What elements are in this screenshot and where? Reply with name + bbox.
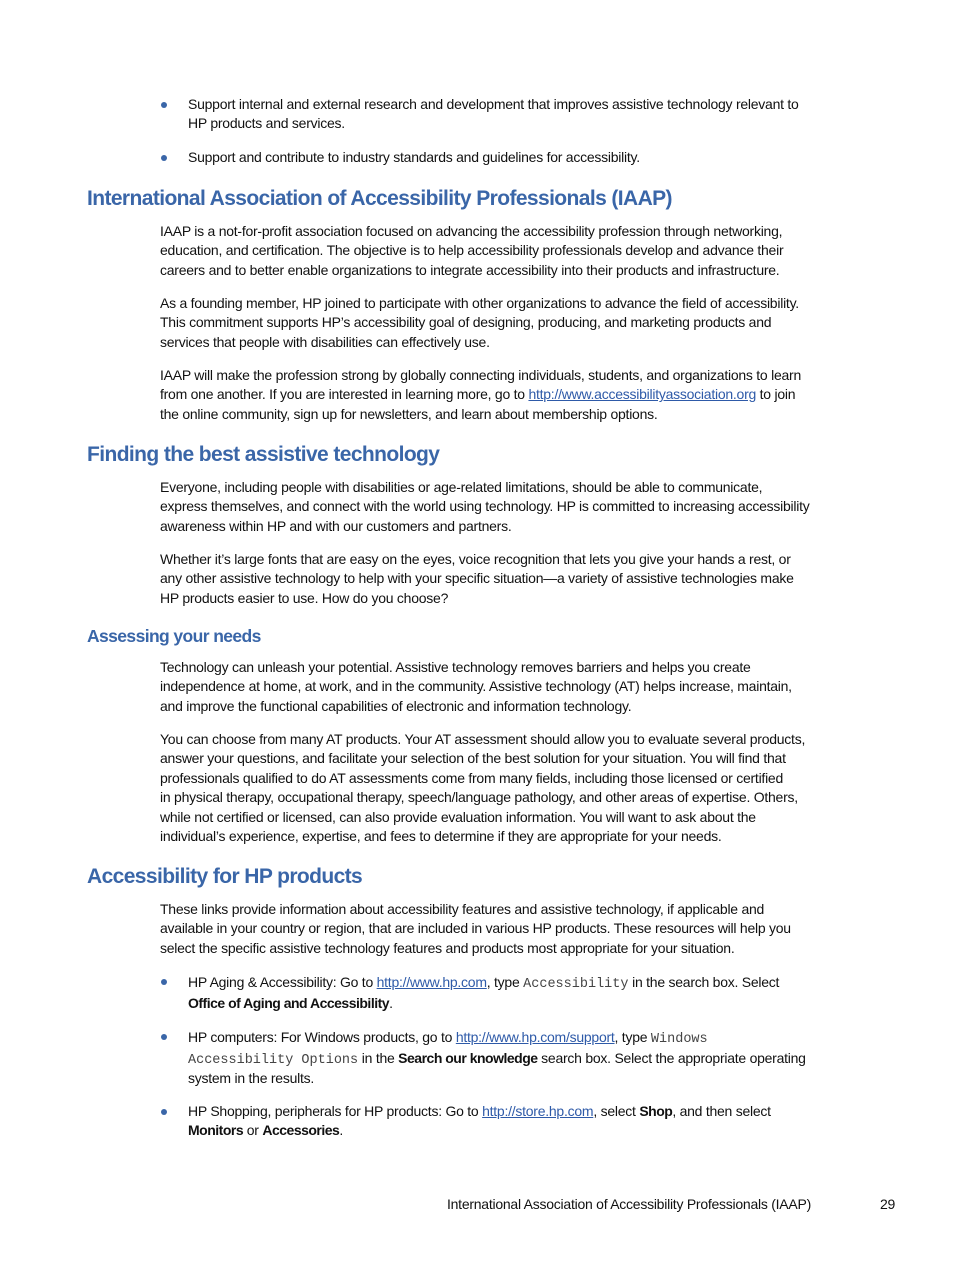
text: or xyxy=(243,1122,263,1139)
text: Technology can unleash your potential. Assistive technology removes barriers and helps you create xyxy=(160,659,751,675)
text: HP computers: For Windows products, go to xyxy=(188,1029,456,1045)
text: to join xyxy=(756,386,796,403)
text-line xyxy=(188,1068,806,1089)
text-line xyxy=(160,919,791,938)
text-line xyxy=(160,550,794,569)
hyperlink[interactable]: http://www.hp.com xyxy=(376,974,487,990)
section-heading: International Association of Accessibility Professionals (IAAP) xyxy=(87,187,672,210)
bold-text: Monitors xyxy=(188,1122,244,1139)
text-line xyxy=(188,114,799,133)
text: express themselves, and connect with the world using technology. HP is committed to increasing accessibility xyxy=(160,498,810,515)
text-line xyxy=(160,677,792,696)
text-line xyxy=(160,939,791,958)
text: available in your country or region, that are included in various HP products. These resources will help you xyxy=(160,920,791,937)
hyperlink[interactable]: http://www.accessibilityassociation.org xyxy=(528,386,757,403)
text-line xyxy=(160,827,805,846)
text: Support internal and external research and development that improves assistive technology relevant to xyxy=(188,96,799,112)
paragraph xyxy=(160,730,805,846)
bullet-item xyxy=(188,972,779,1014)
text-line xyxy=(188,1027,806,1048)
text-line xyxy=(160,569,794,588)
text-line xyxy=(188,1048,806,1069)
text-line xyxy=(160,241,783,260)
text: any other assistive technology to help with your specific situation—a variety of assistive technologies make xyxy=(160,570,794,587)
text-line xyxy=(160,900,791,919)
text-line xyxy=(160,697,792,716)
text-line xyxy=(160,589,794,608)
section-heading: Finding the best assistive technology xyxy=(87,443,440,466)
text-line xyxy=(160,788,805,807)
text: answer your questions, and facilitate your selection of the best solution for your situation. You will find that xyxy=(160,750,786,767)
text-line xyxy=(188,972,779,993)
text: IAAP is a not-for-profit association focused on advancing the accessibility profession through networking, xyxy=(160,223,783,239)
text-line xyxy=(160,333,799,352)
text: . xyxy=(339,1122,343,1139)
text-line xyxy=(160,222,783,241)
text-line xyxy=(160,517,809,536)
text: services that people with disabilities can effectively use. xyxy=(160,333,490,350)
text-line xyxy=(160,313,799,332)
text: You can choose from many AT products. Your AT assessment should allow you to evaluate several products, xyxy=(160,731,806,747)
paragraph xyxy=(160,550,794,608)
bullet-icon xyxy=(161,155,167,161)
text: HP Aging & Accessibility: Go to xyxy=(188,974,377,990)
code-text: Windows xyxy=(650,1032,708,1047)
text: in the xyxy=(358,1049,399,1066)
bold-text: Search our knowledge xyxy=(398,1049,538,1066)
section-heading: Accessibility for HP products xyxy=(87,865,363,888)
bullet-icon xyxy=(161,1034,167,1040)
footer-section-title: International Association of Accessibility Professionals (IAAP) xyxy=(447,1196,811,1212)
text-line xyxy=(160,366,801,385)
bullet-item xyxy=(188,148,640,167)
text: Whether it’s large fonts that are easy on the eyes, voice recognition that lets you give your hands a rest, or xyxy=(160,551,791,567)
bullet-item xyxy=(188,1102,771,1141)
paragraph xyxy=(160,658,792,716)
text-line xyxy=(188,993,779,1014)
text: , type xyxy=(614,1029,651,1045)
text-line xyxy=(160,730,805,749)
paragraph xyxy=(160,366,801,424)
text-line xyxy=(188,148,640,167)
text: IAAP will make the profession strong by globally connecting individuals, students, and organizations to learn xyxy=(160,367,801,383)
text: in physical therapy, occupational therapy, speech/language pathology, and other areas of expertise. Others, xyxy=(160,789,798,806)
paragraph xyxy=(160,900,791,958)
text-line xyxy=(188,1102,771,1121)
text: HP products easier to use. How do you choose? xyxy=(160,589,449,606)
text: . xyxy=(389,995,393,1011)
bullet-icon xyxy=(161,979,167,985)
text-line xyxy=(160,769,805,788)
text: HP Shopping, peripherals for HP products: Go to xyxy=(188,1103,483,1119)
text: awareness within HP and with our customers and partners. xyxy=(160,517,512,534)
hyperlink[interactable]: http://store.hp.com xyxy=(482,1103,594,1119)
bullet-icon xyxy=(161,102,167,108)
text-line xyxy=(160,658,792,677)
text: search box. Select the appropriate operating xyxy=(537,1049,806,1066)
text: Everyone, including people with disabilities or age-related limitations, should be able to communicate, xyxy=(160,479,763,495)
text: select the specific assistive technology features and products most appropriate for your situation. xyxy=(160,939,735,956)
text-line xyxy=(160,808,805,827)
text: in the search box. Select xyxy=(628,974,780,990)
bold-text: Accessories xyxy=(262,1122,340,1139)
text-line xyxy=(160,294,799,313)
text: These links provide information about accessibility features and assistive technology, if applicable and xyxy=(160,901,765,917)
text: professionals qualified to do AT assessments come from many fields, including those licensed or certified xyxy=(160,769,783,786)
text: the online community, sign up for newsletters, and learn about membership options. xyxy=(160,405,658,422)
text: independence at home, at work, and in the community. Assistive technology (AT) helps increase, maintain, xyxy=(160,678,792,695)
text: , select xyxy=(593,1103,640,1119)
text-line xyxy=(188,1121,771,1140)
text: This commitment supports HP’s accessibility goal of designing, producing, and marketing products and xyxy=(160,314,772,331)
bullet-icon xyxy=(161,1109,167,1115)
bullet-item xyxy=(188,1027,806,1089)
text: from one another. If you are interested in learning more, go to xyxy=(160,386,529,403)
text: system in the results. xyxy=(188,1070,314,1086)
section-heading: Assessing your needs xyxy=(87,626,261,646)
text: , and then select xyxy=(672,1103,771,1119)
text-line xyxy=(160,405,801,424)
bold-text: Office of Aging and Accessibility xyxy=(188,995,390,1011)
text: As a founding member, HP joined to participate with other organizations to advance the field of accessibility. xyxy=(160,295,799,311)
paragraph xyxy=(160,222,783,280)
text: individual’s experience, expertise, and fees to determine if they are appropriate for your needs. xyxy=(160,827,722,844)
text-line xyxy=(160,385,801,404)
text: and improve the functional capabilities of electronic and information technology. xyxy=(160,697,632,714)
text: , type xyxy=(486,974,524,990)
text: education, and certification. The objective is to help accessibility professionals develop and advance their xyxy=(160,242,784,259)
text: careers and to better enable organizations to integrate accessibility into their products and infrastructure. xyxy=(160,261,780,278)
text-line xyxy=(160,497,809,516)
text-line xyxy=(160,749,805,768)
paragraph xyxy=(160,478,809,536)
page-number: 29 xyxy=(880,1196,896,1212)
text-line xyxy=(188,95,799,114)
text-line xyxy=(160,261,783,280)
text: while not certified or licensed, can also provide evaluation information. You will want to ask about the xyxy=(160,808,756,825)
code-text: Accessibility xyxy=(523,977,629,992)
bold-text: Shop xyxy=(639,1103,673,1119)
code-text: Accessibility Options xyxy=(188,1052,359,1068)
text-line xyxy=(160,478,809,497)
hyperlink[interactable]: http://www.hp.com/support xyxy=(455,1029,615,1045)
text: HP products and services. xyxy=(188,115,345,132)
paragraph xyxy=(160,294,799,352)
bullet-item xyxy=(188,95,799,134)
text: Support and contribute to industry standards and guidelines for accessibility. xyxy=(188,149,640,165)
